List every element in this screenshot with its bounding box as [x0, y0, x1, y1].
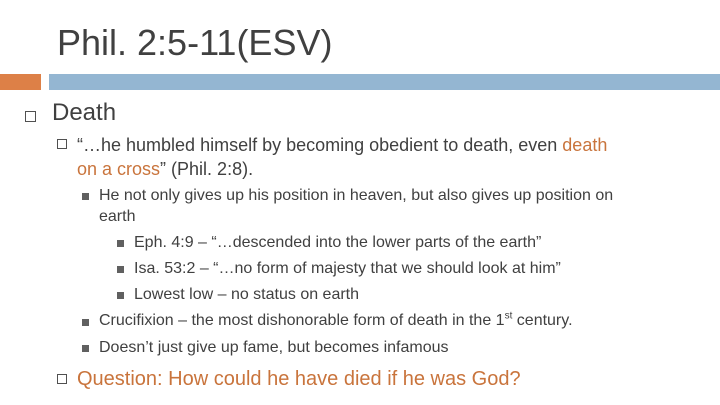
bullet-filled-icon [82, 319, 89, 326]
quote-text: “…he humbled himself by becoming obedient to death, even [77, 135, 563, 155]
heading-death: Death [52, 99, 117, 126]
title-accent-bar-orange [0, 74, 41, 90]
point-2-end: century. [512, 312, 573, 329]
point-2 [99, 312, 573, 330]
point-3: Doesn’t just give up fame, but becomes infamous [99, 339, 449, 356]
quote-accent-cross: on a cross [77, 159, 161, 179]
sub-point-eph: Eph. 4:9 – “…descended into the lower parts of the earth” [134, 234, 542, 251]
point-1-line-1: He not only gives up his position in heaven, but also gives up position on [99, 187, 614, 204]
point-2-text: Crucifixion – the most dishonorable form of death in the 1 [99, 312, 505, 329]
quote-line-2 [77, 159, 253, 180]
bullet-filled-icon [117, 266, 124, 273]
quote-citation: ” (Phil. 2:8). [160, 159, 254, 179]
bullet-filled-icon [82, 193, 89, 200]
sub-point-isa: Isa. 53:2 – “…no form of majesty that we should look at him” [134, 260, 561, 277]
sub-point-lowest: Lowest low – no status on earth [134, 286, 360, 303]
quote-accent-death: death [562, 135, 608, 155]
point-1-line-2: earth [99, 208, 136, 225]
bullet-filled-icon [82, 345, 89, 352]
quote-line-1 [77, 135, 607, 156]
title-accent-bar-blue [49, 74, 720, 90]
bullet-square-icon [57, 374, 67, 384]
bullet-square-icon [25, 111, 36, 122]
question-text: Question: How could he have died if he was God? [77, 368, 521, 390]
point-2-sup: st [504, 310, 513, 322]
bullet-square-icon [57, 139, 67, 149]
slide-title: Phil. 2:5-11(ESV) [57, 22, 333, 63]
bullet-filled-icon [117, 292, 124, 299]
bullet-filled-icon [117, 240, 124, 247]
